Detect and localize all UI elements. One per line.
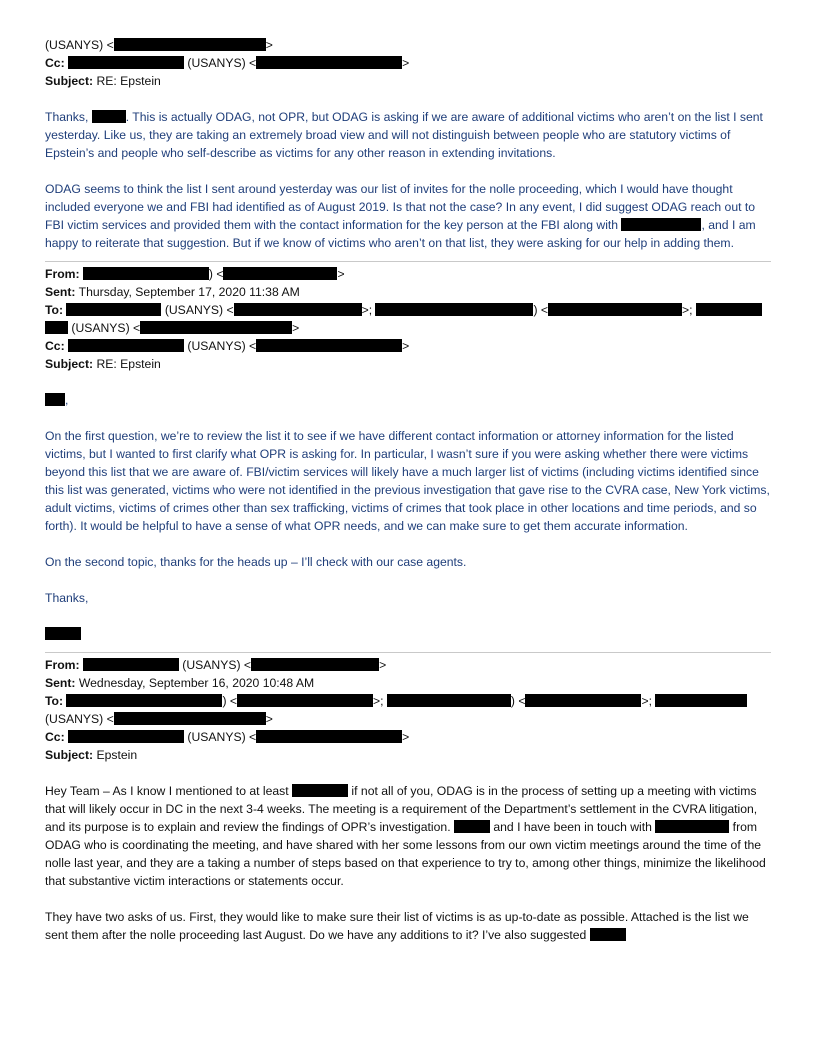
- to-label: To:: [45, 303, 64, 317]
- from-line: From: ) < >: [45, 267, 345, 281]
- redaction-block: [292, 784, 348, 797]
- signature: [45, 625, 773, 643]
- subject-line: [45, 72, 773, 90]
- email-2-paragraph-1: On the first question, we’re to review the list it to see if we have different contact information or attorney information for the listed victims, but I wanted to first clarify what OPR is asking for. In particular, I wasn’t sure if you were asking whether there were victims beyond this list that we are aware of. FBI/victim services will likely have a much larger list of victims (including victims identified since this list was generated, victims who were not identified in the previous investigation that gave rise to the CVRA case, New York victims, adult victims, victims of crimes other than sex trafficking, victims of crimes that took place in other locations and time periods, and so forth). It would be helpful to have a sense of what OPR needs, and we can make sure to get them accurate information.: [45, 429, 770, 533]
- email-divider: [45, 261, 771, 262]
- redaction-block: [621, 218, 701, 231]
- to-line: To: (USANYS) < >; ) < >;: [45, 301, 773, 319]
- subject-value: Epstein: [93, 748, 138, 762]
- cc-line: Cc: (USANYS) < >: [45, 339, 410, 353]
- sent-line: [45, 283, 773, 301]
- sent-value: Wednesday, September 16, 2020 10:48 AM: [75, 676, 315, 690]
- to-recipient-text: (USANYS) <: [45, 38, 114, 52]
- subject-value: RE: Epstein: [93, 74, 161, 88]
- reply-paragraph-2: ODAG seems to think the list I sent around yesterday was our list of invites for the nolle proceeding, which I would have thought included everyone we and FBI had identified as of August 2019. Is that not the case? In any event, I did suggest ODAG reach out to FBI victim services and provided them with the contact information for the key person at the FBI along with , and I am happy to reiterate that suggestion. But if we know of victims who aren’t on that list, they were asking for our help in adding them.: [45, 182, 756, 250]
- redaction-block: [256, 730, 402, 743]
- to-line: To: ) < >; ) < >;: [45, 692, 773, 710]
- cc-label: Cc:: [45, 730, 65, 744]
- redaction-block: [140, 321, 292, 334]
- cc-label: Cc:: [45, 56, 65, 70]
- cc-label: Cc:: [45, 339, 65, 353]
- sent-value: Thursday, September 17, 2020 11:38 AM: [75, 285, 300, 299]
- email-document: [45, 36, 773, 944]
- redaction-block: [590, 928, 626, 941]
- subject-value: RE: Epstein: [93, 357, 161, 371]
- redaction-block: [234, 303, 362, 316]
- redaction-block: [83, 658, 179, 671]
- signoff: Thanks,: [45, 591, 89, 605]
- redaction-block: [92, 110, 126, 123]
- email-2-paragraph-2: On the second topic, thanks for the heads up – I’ll check with our case agents.: [45, 555, 467, 569]
- redaction-block: [223, 267, 337, 280]
- subject-label: Subject:: [45, 74, 94, 88]
- to-label: To:: [45, 694, 64, 708]
- redaction-block: [66, 303, 161, 316]
- to-line-continued: (USANYS) < >: [45, 712, 273, 726]
- from-label: From:: [45, 658, 80, 672]
- redaction-block: [256, 56, 402, 69]
- from-label: From:: [45, 267, 80, 281]
- redaction-block: [66, 694, 222, 707]
- redaction-block: [548, 303, 682, 316]
- redaction-block: [114, 712, 266, 725]
- reply-paragraph-1: Thanks, . This is actually ODAG, not OPR, but ODAG is asking if we are aware of additional victims who aren’t on the list I sent yesterday. Like us, they are taking an extremely broad view and will not distinguish between people who are statutory victims of Epstein’s and people who self-describe as victims for any other reason in extending invitations.: [45, 110, 763, 160]
- greeting: ,: [45, 391, 773, 409]
- redaction-block: [696, 303, 762, 316]
- top-email-header: [45, 36, 773, 90]
- email-divider: [45, 652, 771, 653]
- from-line: From: (USANYS) < >: [45, 658, 387, 672]
- email-2-header: [45, 265, 773, 373]
- email-3-paragraph-1: Hey Team – As I know I mentioned to at least if not all of you, ODAG is in the process of setting up a meeting with victims that will likely occur in DC in the next 3-4 weeks. The meeting is a requirement of the Department’s settlement in the CVRA litigation, and its purpose is to explain and review the findings of OPR’s investigation. and I have been in touch with from ODAG who is coordinating the meeting, and have shared with her some lessons from our own victim meetings around the time of the nolle last year, and they are a taking a number of steps based on that experience to try to, among other things, minimize the likelihood that substantive victim interactions or statements occur.: [45, 784, 766, 888]
- redaction-block: [68, 339, 184, 352]
- sent-line: [45, 674, 773, 692]
- redaction-block: [45, 321, 68, 334]
- redaction-block: [45, 627, 81, 640]
- cc-line: Cc: (USANYS) < >: [45, 56, 410, 70]
- redaction-block: [375, 303, 533, 316]
- redaction-block: [655, 694, 747, 707]
- redaction-block: [525, 694, 641, 707]
- cc-line: Cc: (USANYS) < >: [45, 730, 410, 744]
- redaction-block: [68, 730, 184, 743]
- sent-label: Sent:: [45, 676, 76, 690]
- redaction-block: [251, 658, 379, 671]
- redaction-block: [45, 393, 65, 406]
- redaction-block: [387, 694, 511, 707]
- redaction-block: [454, 820, 490, 833]
- sent-label: Sent:: [45, 285, 76, 299]
- subject-label: Subject:: [45, 357, 94, 371]
- redaction-block: [655, 820, 729, 833]
- redaction-block: [68, 56, 184, 69]
- email-3-header: [45, 656, 773, 764]
- to-line-continued: (USANYS) < >: [45, 319, 773, 337]
- redaction-block: [83, 267, 209, 280]
- redaction-block: [237, 694, 373, 707]
- subject-label: Subject:: [45, 748, 94, 762]
- subject-line: [45, 355, 773, 373]
- redaction-block: [256, 339, 402, 352]
- to-line: (USANYS) < >: [45, 38, 273, 52]
- email-3-paragraph-2: They have two asks of us. First, they would like to make sure their list of victims is as up-to-date as possible. Attached is the list we sent them after the nolle proceeding last August. Do we have any additions to it? I’ve also suggested: [45, 910, 749, 942]
- redaction-block: [114, 38, 266, 51]
- subject-line: [45, 746, 773, 764]
